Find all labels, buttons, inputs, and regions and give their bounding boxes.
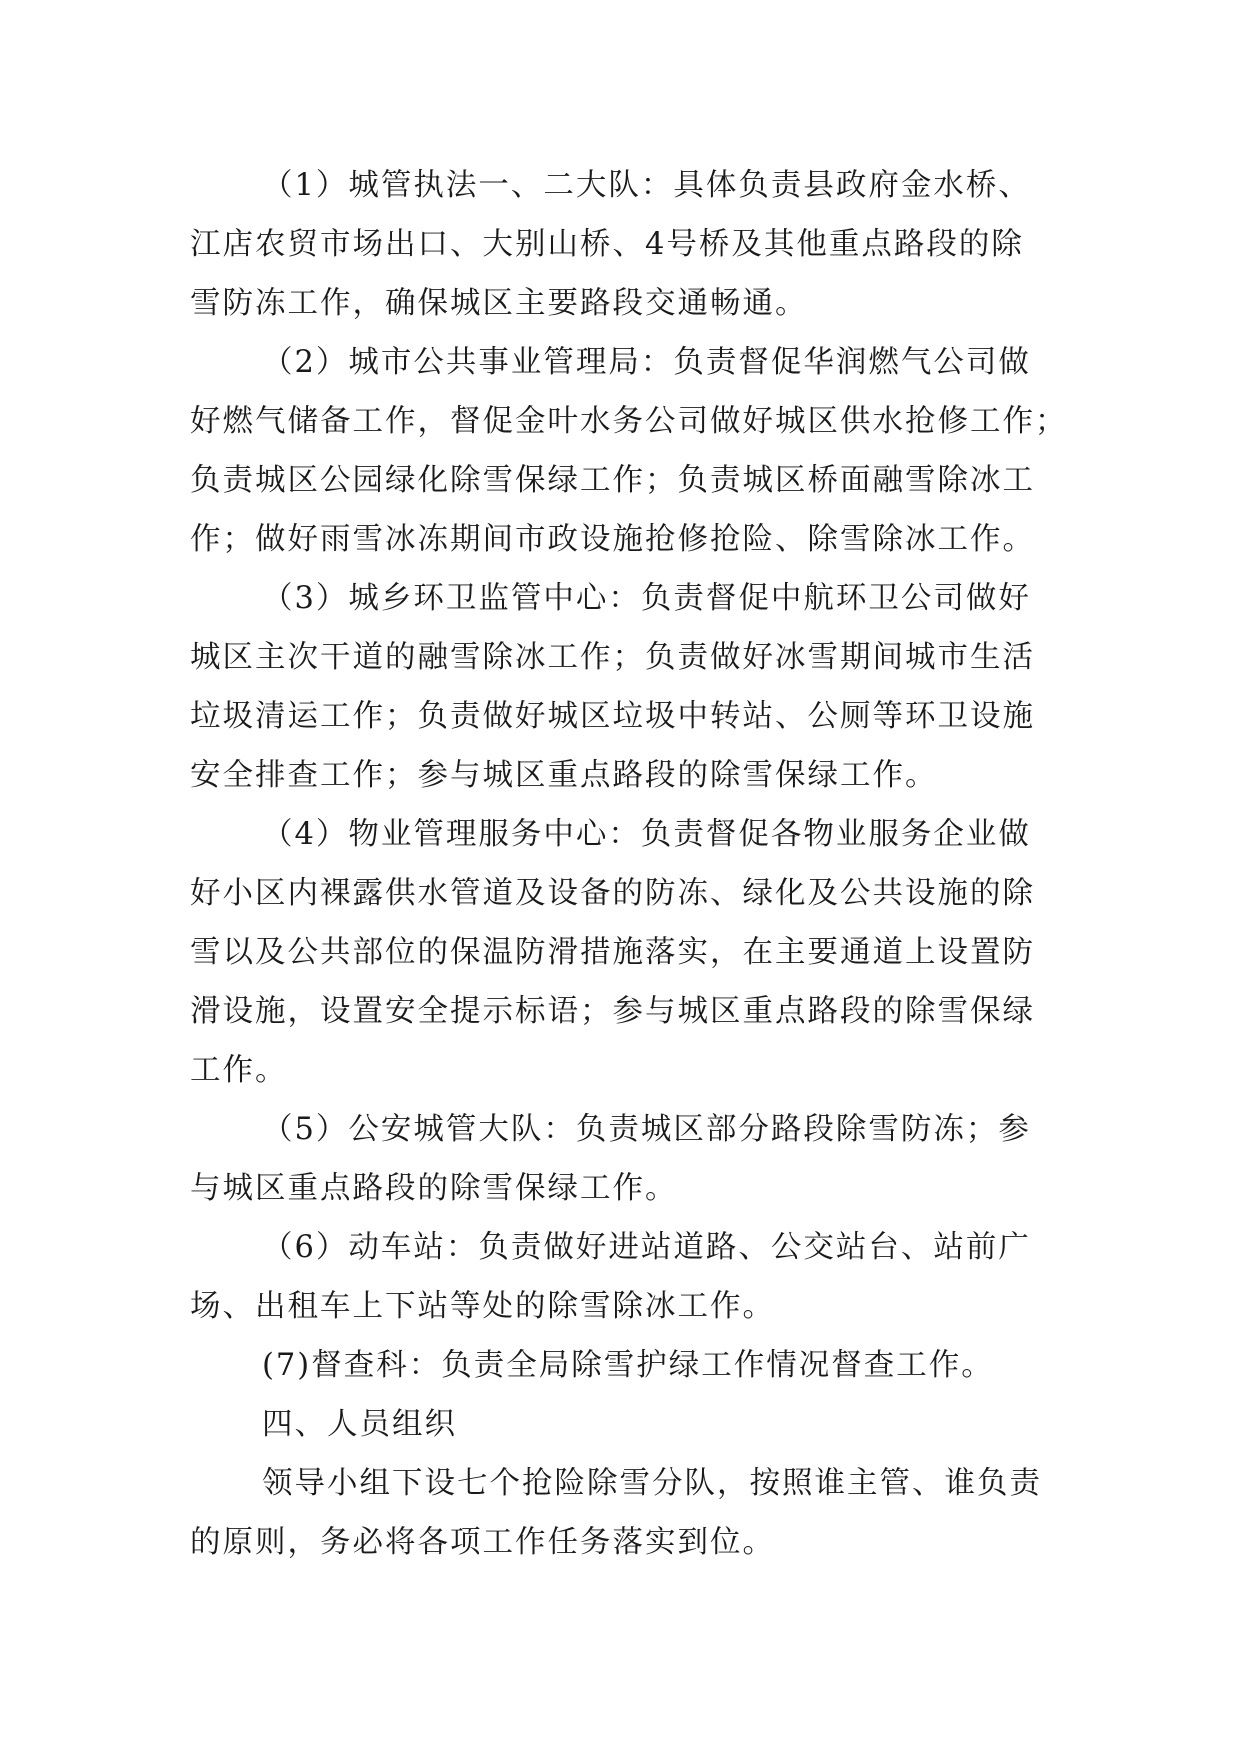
text-line: 的原则，务必将各项工作任务落实到位。: [190, 1525, 775, 1560]
text-line: 雪以及公共部位的保温防滑措施落实，在主要通道上设置防: [190, 935, 1035, 970]
text-line: 工作。: [190, 1053, 288, 1088]
text-line: 领导小组下设七个抢险除雪分队，按照谁主管、谁负责: [262, 1466, 1042, 1501]
text-line: 负责城区公园绿化除雪保绿工作；负责城区桥面融雪除冰工: [190, 463, 1035, 498]
text-line: （6）动车站：负责做好进站道路、公交站台、站前广: [262, 1230, 1031, 1265]
text-line: 雪防冻工作，确保城区主要路段交通畅通。: [190, 286, 808, 321]
section-heading: 四、人员组织: [262, 1407, 457, 1442]
text-line: 好小区内裸露供水管道及设备的防冻、绿化及公共设施的除: [190, 876, 1035, 911]
text-line: (7)督查科：负责全局除雪护绿工作情况督查工作。: [262, 1348, 994, 1383]
text-line: （3）城乡环卫监管中心：负责督促中航环卫公司做好: [262, 581, 1031, 616]
text-line: 场、出租车上下站等处的除雪除冰工作。: [190, 1289, 775, 1324]
text-line: 城区主次干道的融雪除冰工作；负责做好冰雪期间城市生活: [190, 640, 1035, 675]
text-line: （4）物业管理服务中心：负责督促各物业服务企业做: [262, 817, 1031, 852]
text-line: （5）公安城管大队：负责城区部分路段除雪防冻；参: [262, 1112, 1031, 1147]
text-line: 滑设施，设置安全提示标语；参与城区重点路段的除雪保绿: [190, 994, 1035, 1029]
text-line: 作；做好雨雪冰冻期间市政设施抢修抢险、除雪除冰工作。: [190, 522, 1035, 557]
text-line: 安全排查工作；参与城区重点路段的除雪保绿工作。: [190, 758, 938, 793]
text-line: 江店农贸市场出口、大别山桥、4号桥及其他重点路段的除: [190, 227, 1024, 262]
text-line: （1）城管执法一、二大队：具体负责县政府金水桥、: [262, 168, 1031, 203]
text-line: 好燃气储备工作，督促金叶水务公司做好城区供水抢修工作；: [190, 404, 1068, 439]
text-line: （2）城市公共事业管理局：负责督促华润燃气公司做: [262, 345, 1031, 380]
text-line: 垃圾清运工作；负责做好城区垃圾中转站、公厕等环卫设施: [190, 699, 1035, 734]
text-line: 与城区重点路段的除雪保绿工作。: [190, 1171, 678, 1206]
